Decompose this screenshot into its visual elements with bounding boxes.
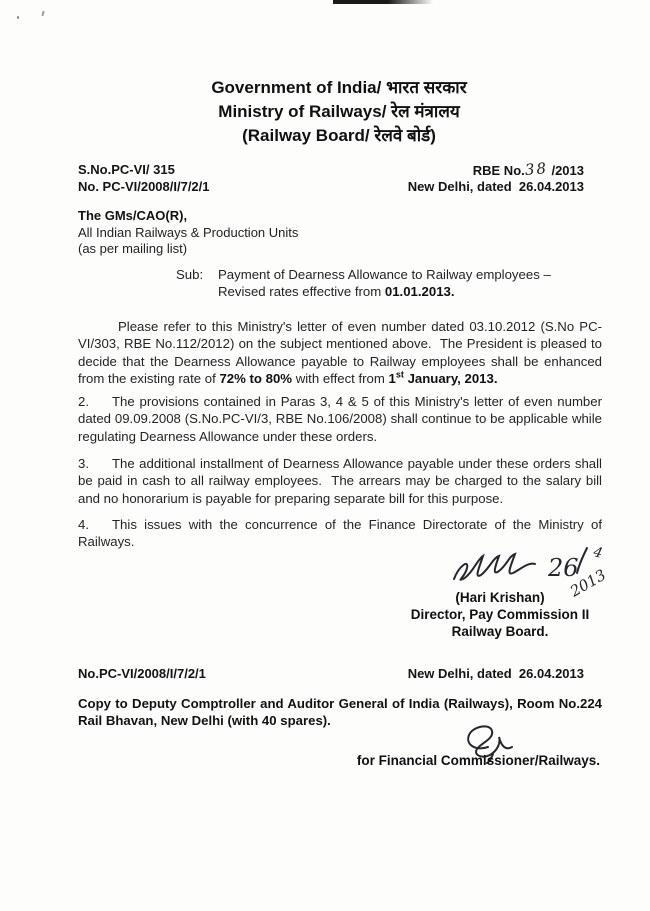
handwritten-day: 26 (548, 554, 579, 582)
reference-block-top (78, 159, 584, 195)
file-number: No. PC-VI/2008/I/7/2/1 (78, 179, 210, 194)
financial-commissioner-signoff: for Financial Commissioner/Railways. (356, 753, 600, 768)
reference-block-bottom (78, 666, 584, 681)
addressee-line: (as per mailing list) (78, 241, 188, 256)
addressee-block (78, 208, 298, 258)
addressee-line: The GMs/CAO(R), (78, 208, 188, 223)
serial-number: S.No.PC-VI/ 315 (78, 162, 175, 177)
subject-effective-date: 01.01.2013. (384, 284, 455, 299)
railway-board-title: (Railway Board/ रेलवे बोर्ड) (242, 126, 436, 145)
signatory-organisation: Railway Board. (451, 623, 549, 639)
subject-text: Payment of Dearness Allowance to Railway employees – Revised rates effective from 01.01.2013. (218, 267, 555, 299)
da-rate-bold: 72% to 80% (219, 370, 293, 386)
place-date-line: New Delhi, dated 26.04.2013 (407, 179, 584, 194)
signatory-designation: Director, Pay Commission II (410, 606, 590, 622)
bottom-place-date-line: New Delhi, dated 26.04.2013 (407, 666, 584, 681)
scan-artifact-speck (41, 11, 44, 16)
subject-line (176, 266, 594, 300)
paragraph-1: Please refer to this Ministry's letter of even number dated 03.10.2012 (S.No PC-VI/303, RBE No.112/2012) on the subject mentioned above. The President is pleased to decide that the Dearness Allowance payable to Railway employees shall be enhanced from the existing rate of 72% to 80% with effect from 1st January, 2013. (78, 319, 606, 386)
rbe-number-handwritten: 38 (523, 159, 549, 179)
scan-artifact-top-line (333, 0, 433, 4)
paragraph-3: 3. The additional installment of Dearness Allowance payable under these orders shall be paid in cash to all railway employees. The arrears may be charged to the salary bill and no honorarium is payable for preparing separate bill for this purpose. (78, 456, 606, 506)
effective-date-bold: 1st January, 2013. (388, 369, 498, 386)
paragraph-2: 2. The provisions contained in Paras 3, 4 & 5 of this Ministry's letter of even number dated 09.09.2008 (S.No.PC-VI/3, RBE No.106/2008) shall continue to be applicable while regulating Dearness Allowance under these orders. (78, 394, 606, 444)
bottom-file-number: No.PC-VI/2008/I/7/2/1 (78, 666, 206, 681)
signatory-block (392, 590, 608, 640)
paragraph-number: 4. (78, 517, 89, 532)
rbe-number: RBE No.38 /2013 (472, 159, 584, 179)
signatory-name: (Hari Krishan) (455, 590, 545, 605)
government-title: Government of India/ भारत सरकार (211, 78, 467, 97)
addressee-line: All Indian Railways & Production Units (78, 224, 299, 240)
paragraph-number: 2. (78, 394, 89, 409)
paragraph-4: 4. This issues with the concurrence of the Finance Directorate of the Ministry of Railways. (78, 517, 606, 550)
paragraph-number: 3. (78, 456, 89, 471)
handwritten-year: 2013 (567, 565, 610, 601)
scan-artifact-speck (17, 16, 19, 19)
subject-label: Sub: (176, 267, 204, 282)
ministry-title: Ministry of Railways/ रेल मंत्रालय (218, 102, 460, 121)
copy-to-note: Copy to Deputy Comptroller and Auditor General of India (Railways), Room No.224 Rail Bhavan, New Delhi (with 40 spares). (78, 696, 602, 729)
letterhead (0, 76, 650, 148)
handwritten-mark: 4 (591, 544, 605, 562)
